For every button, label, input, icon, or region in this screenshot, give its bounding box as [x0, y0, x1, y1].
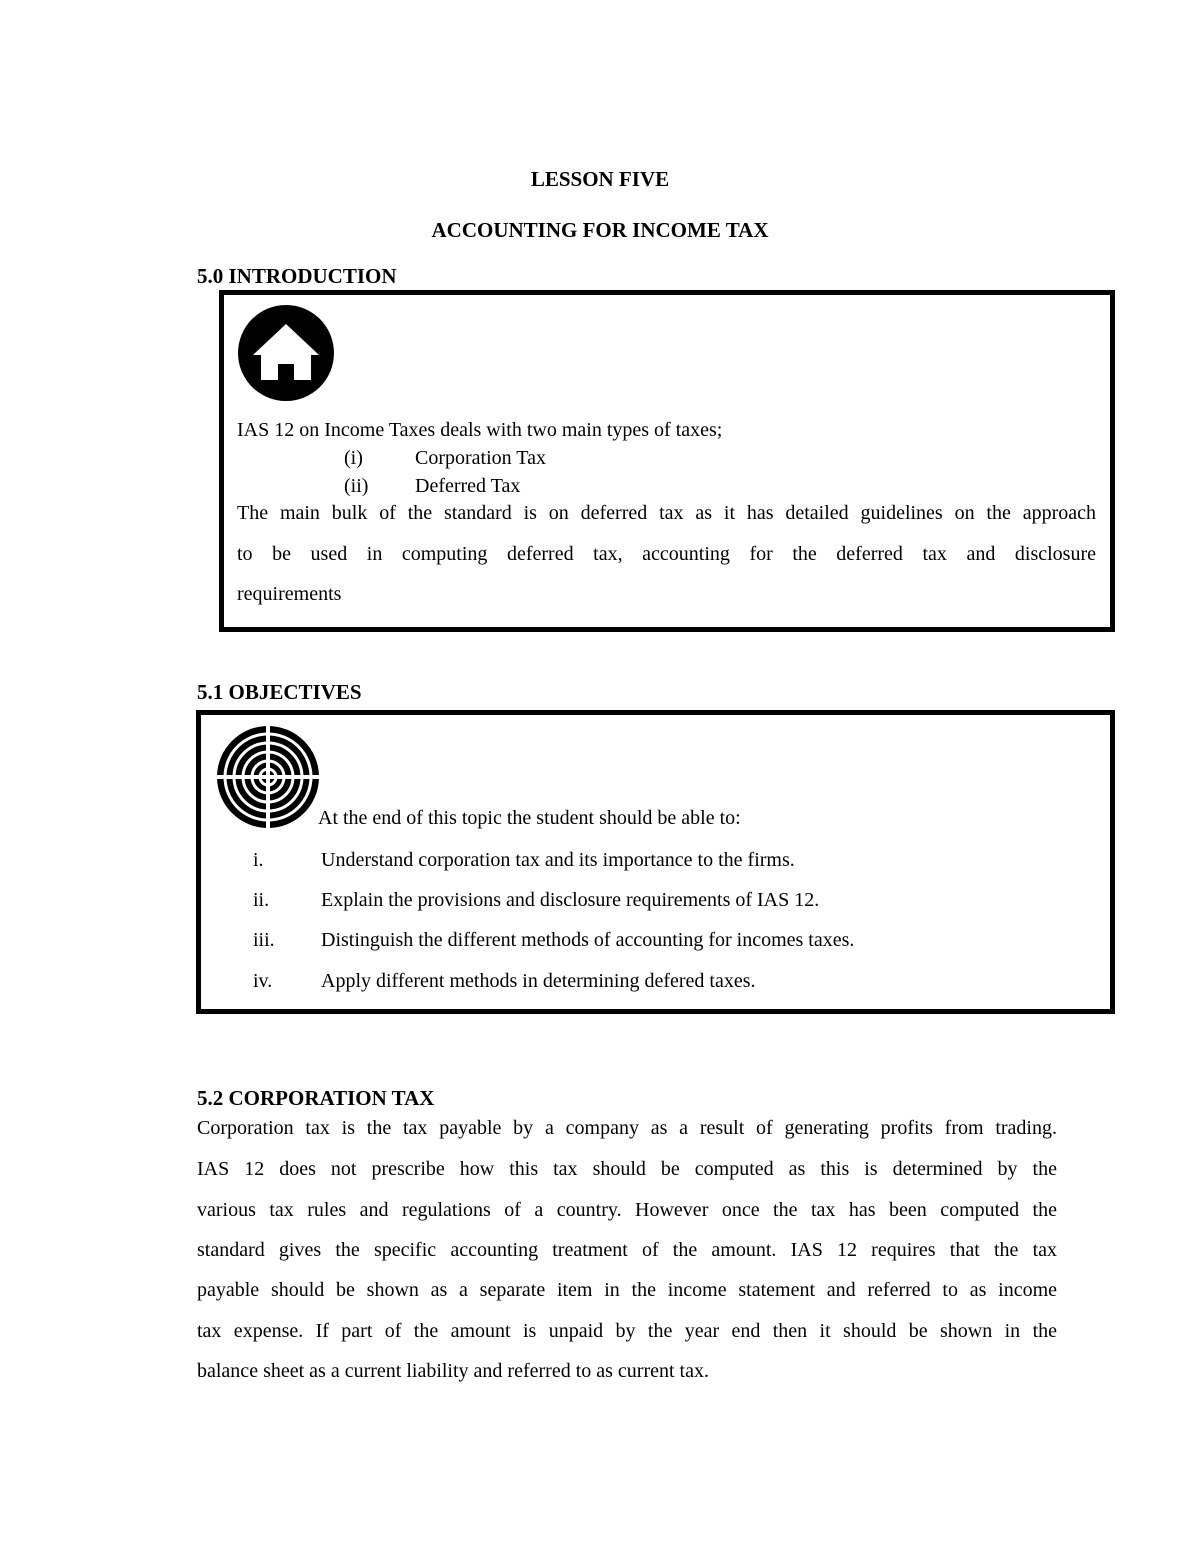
introduction-paragraph-line: The main bulk of the standard is on deferred tax as it has detailed guidelines on the approach — [237, 502, 1096, 524]
introduction-paragraph-line: to be used in computing deferred tax, accounting for the deferred tax and disclosure — [237, 543, 1096, 565]
corporation-tax-line: balance sheet as a current liability and referred to as current tax. — [197, 1360, 709, 1382]
lesson-title: LESSON FIVE — [530, 167, 670, 191]
corporation-tax-line: payable should be shown as a separate item in the income statement and referred to as income — [197, 1279, 1057, 1301]
introduction-lead: IAS 12 on Income Taxes deals with two main types of taxes; — [237, 419, 723, 441]
chapter-title: ACCOUNTING FOR INCOME TAX — [431, 218, 769, 242]
introduction-item-num: (ii) — [344, 475, 369, 497]
objective-item-num: i. — [253, 849, 264, 871]
corporation-tax-line: Corporation tax is the tax payable by a company as a result of generating profits from trading. — [197, 1117, 1057, 1139]
corporation-tax-heading: 5.2 CORPORATION TAX — [197, 1086, 435, 1110]
objectives-lead: At the end of this topic the student should be able to: — [318, 807, 741, 829]
introduction-item-text: Corporation Tax — [415, 447, 546, 469]
objective-item-text: Distinguish the different methods of accounting for incomes taxes. — [321, 929, 855, 951]
objective-item-text: Understand corporation tax and its importance to the firms. — [321, 849, 795, 871]
home-icon — [237, 304, 335, 402]
corporation-tax-line: various tax rules and regulations of a country. However once the tax has been computed the — [197, 1199, 1057, 1221]
target-icon — [216, 725, 320, 829]
introduction-item-text: Deferred Tax — [415, 475, 521, 497]
objective-item-num: iii. — [253, 929, 275, 951]
objective-item-num: iv. — [253, 970, 273, 992]
corporation-tax-line: tax expense. If part of the amount is unpaid by the year end then it should be shown in the — [197, 1320, 1057, 1342]
introduction-heading: 5.0 INTRODUCTION — [197, 264, 397, 288]
corporation-tax-line: standard gives the specific accounting treatment of the amount. IAS 12 requires that the tax — [197, 1239, 1057, 1261]
objective-item-text: Explain the provisions and disclosure requirements of IAS 12. — [321, 889, 820, 911]
objectives-box — [196, 710, 1115, 1014]
objectives-heading: 5.1 OBJECTIVES — [197, 680, 362, 704]
objective-item-num: ii. — [253, 889, 270, 911]
introduction-box — [219, 290, 1115, 632]
introduction-paragraph-line: requirements — [237, 583, 342, 605]
corporation-tax-line: IAS 12 does not prescribe how this tax should be computed as this is determined by the — [197, 1158, 1057, 1180]
introduction-item-num: (i) — [344, 447, 363, 469]
objective-item-text: Apply different methods in determining defered taxes. — [321, 970, 756, 992]
